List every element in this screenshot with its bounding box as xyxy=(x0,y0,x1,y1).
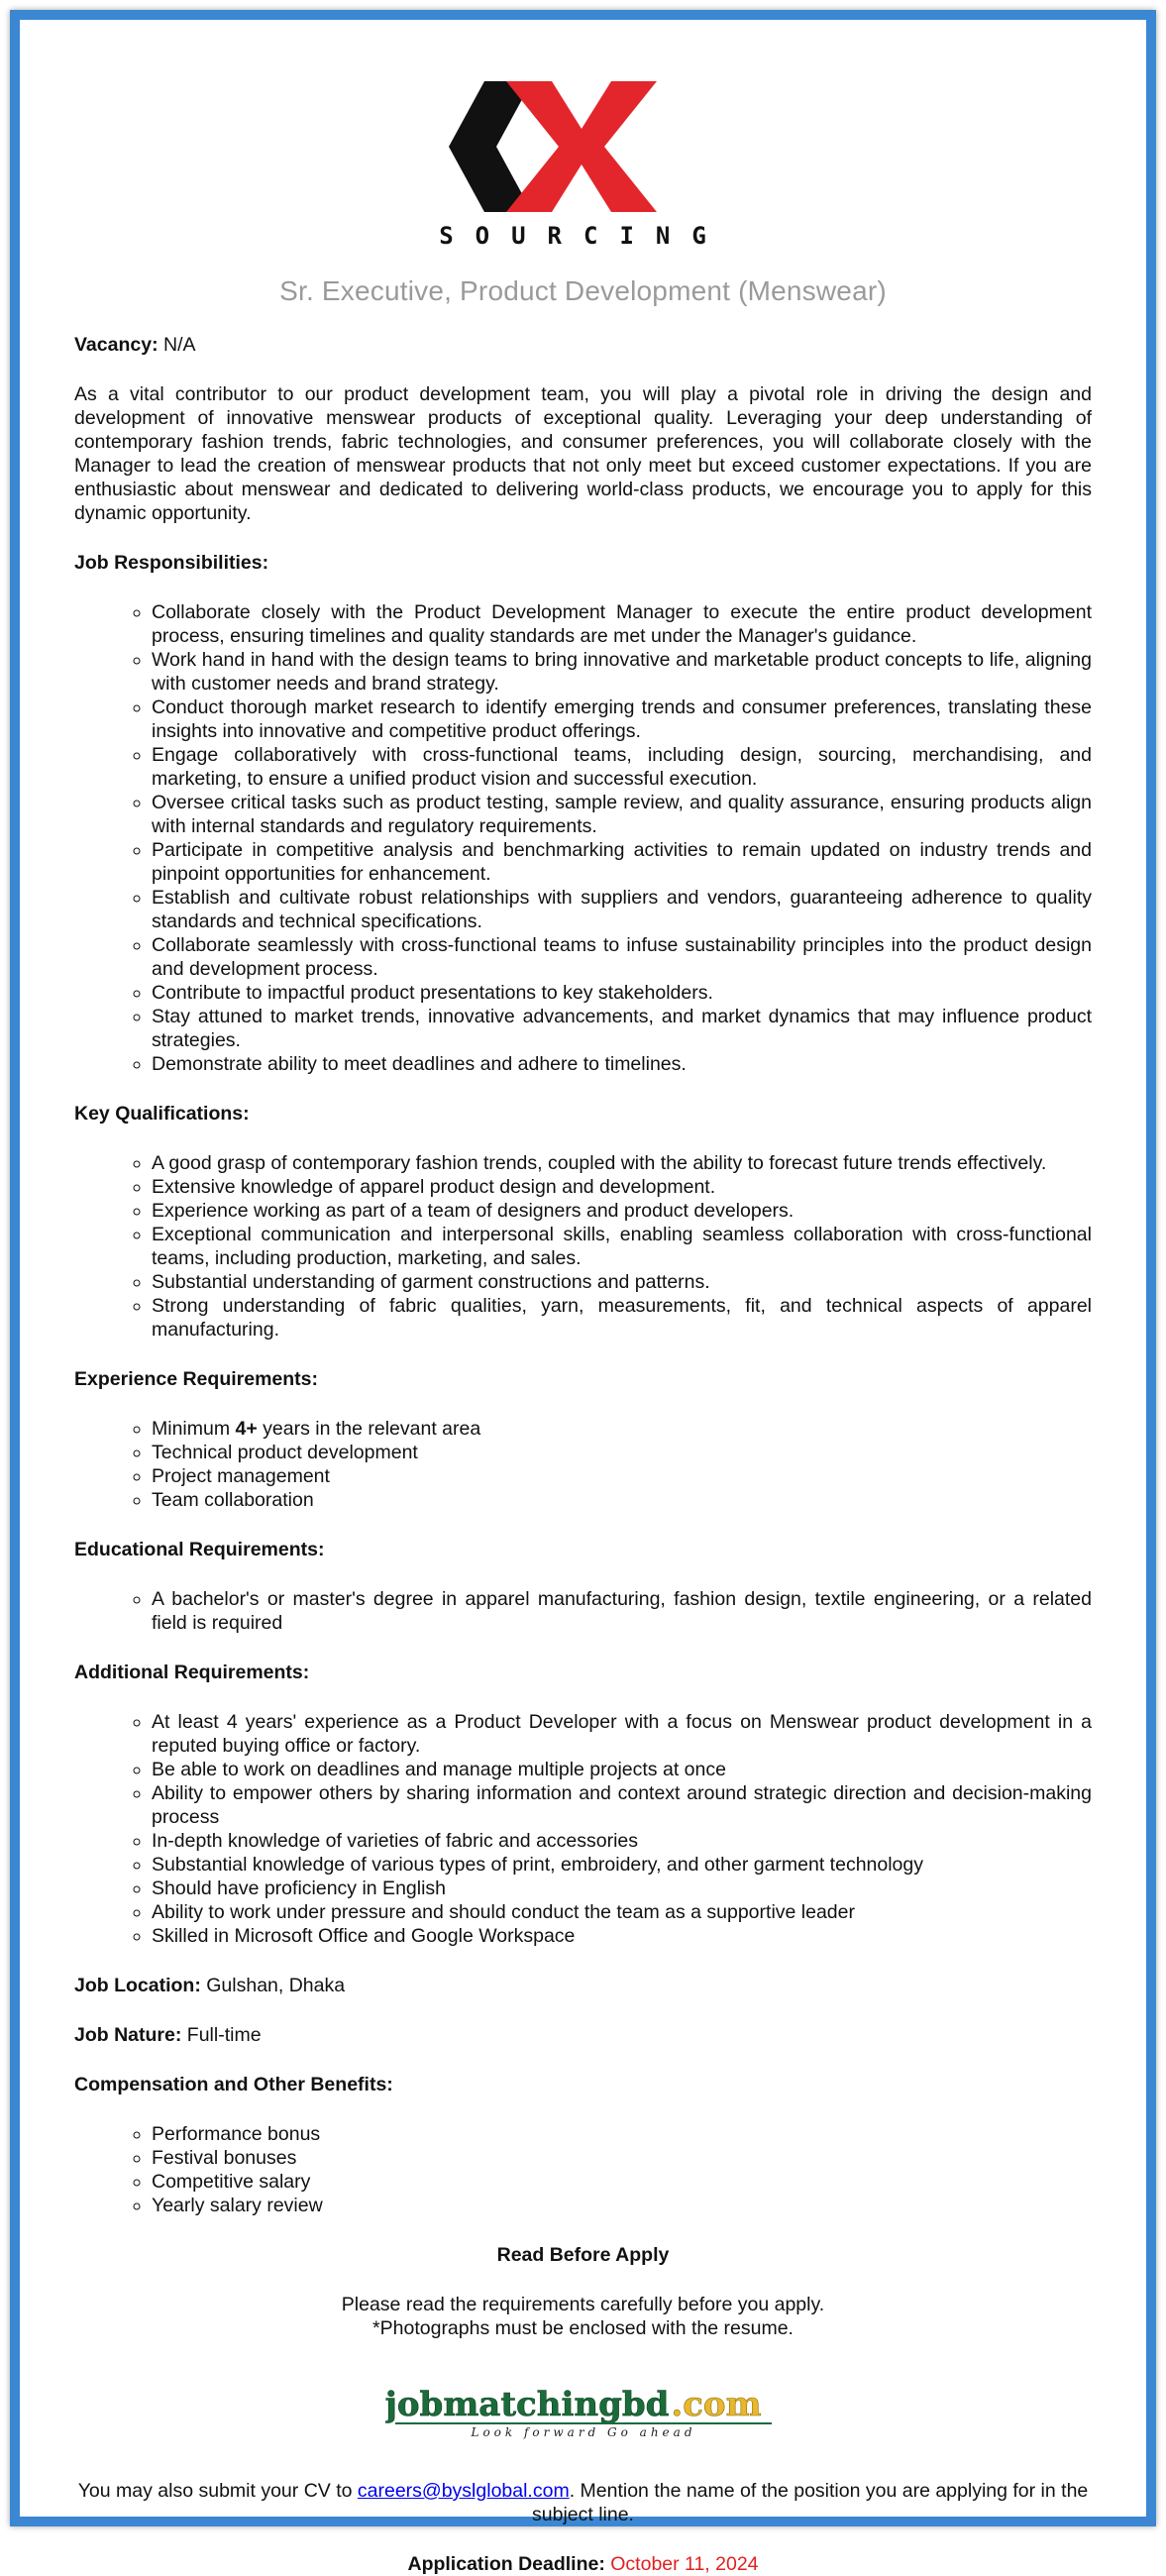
svg-text:.com: .com xyxy=(670,2385,762,2424)
list-item: ◦ Ability to work under pressure and should conduct the team as a supportive leader xyxy=(152,1900,1092,1924)
svg-text:jobmatchingbd: jobmatchingbd xyxy=(384,2385,669,2424)
list-item: ◦ Collaborate closely with the Product Development Manager to execute the entire product development process, ensuring timelines and quality standards are met under the Manager's guidance. xyxy=(152,600,1092,648)
list-item: ◦ In-depth knowledge of varieties of fabric and accessories xyxy=(152,1829,1092,1853)
list-item: ◦ Experience working as part of a team of designers and product developers. xyxy=(152,1199,1092,1223)
list-item: ◦ Engage collaboratively with cross-functional teams, including design, sourcing, merchandising, and marketing, to ensure a unified product vision and successful execution. xyxy=(152,743,1092,791)
list-item: ◦ Extensive knowledge of apparel product design and development. xyxy=(152,1175,1092,1199)
list-item: ◦ Be able to work on deadlines and manage multiple projects at once xyxy=(152,1758,1092,1781)
list-item: ◦ Substantial knowledge of various types of print, embroidery, and other garment technology xyxy=(152,1853,1092,1877)
list-item: ◦ Festival bonuses xyxy=(152,2146,1092,2170)
list-item: ◦ Work hand in hand with the design teams to bring innovative and marketable product concepts to life, aligning with customer needs and brand strategy. xyxy=(152,648,1092,696)
list-item: ◦ Minimum 4+ years in the relevant area xyxy=(152,1417,1092,1441)
list-item: ◦ Team collaboration xyxy=(152,1488,1092,1512)
list-item: ◦ Competitive salary xyxy=(152,2170,1092,2194)
education-heading: Educational Requirements: xyxy=(74,1539,325,1560)
list-item: ◦ Conduct thorough market research to identify emerging trends and consumer preferences, translating these insights into innovative and competitive product offerings. xyxy=(152,696,1092,743)
list-item: ◦ Exceptional communication and interpersonal skills, enabling seamless collaboration with cross-functional teams, including production, marketing, and sales. xyxy=(152,1223,1092,1270)
list-item: ◦ Oversee critical tasks such as product testing, sample review, and quality assurance, ensuring products align with internal standards and regulatory requirements. xyxy=(152,791,1092,838)
list-item: ◦ A good grasp of contemporary fashion trends, coupled with the ability to forecast future trends effectively. xyxy=(152,1151,1092,1175)
list-item: ◦ Participate in competitive analysis and benchmarking activities to remain updated on industry trends and pinpoint opportunities for enhancement. xyxy=(152,838,1092,886)
list-item: ◦ Yearly salary review xyxy=(152,2194,1092,2217)
list-item: ◦ Should have proficiency in English xyxy=(152,1877,1092,1900)
additional-list xyxy=(74,1710,1092,1948)
job-nature: Job Nature: Full-time xyxy=(74,2024,262,2046)
experience-heading: Experience Requirements: xyxy=(74,1368,319,1390)
list-item: ◦ Technical product development xyxy=(152,1441,1092,1464)
list-item: ◦ Stay attuned to market trends, innovative advancements, and market dynamics that may influence product strategies. xyxy=(152,1005,1092,1052)
list-item: ◦ Strong understanding of fabric qualities, yarn, measurements, fit, and technical aspects of apparel manufacturing. xyxy=(152,1294,1092,1342)
benefits-list xyxy=(74,2122,1092,2217)
cx-sourcing-logo xyxy=(425,69,742,248)
job-location: Job Location: Gulshan, Dhaka xyxy=(74,1975,346,1996)
experience-list xyxy=(74,1417,1092,1512)
read-before-line-2: *Photographs must be enclosed with the resume. xyxy=(372,2317,794,2339)
read-before-line-1: Please read the requirements carefully before you apply. xyxy=(341,2294,825,2315)
page-title: Sr. Executive, Product Development (Menswear) xyxy=(279,275,887,306)
list-item: ◦ Performance bonus xyxy=(152,2122,1092,2146)
list-item: ◦ Project management xyxy=(152,1464,1092,1488)
list-item: ◦ A bachelor's or master's degree in apparel manufacturing, fashion design, textile engineering, or a related field is required xyxy=(152,1587,1092,1635)
application-deadline: Application Deadline: October 11, 2024 xyxy=(407,2553,759,2575)
list-item: ◦ Skilled in Microsoft Office and Google Workspace xyxy=(152,1924,1092,1948)
submit-cv-text: You may also submit your CV to careers@byslglobal.com. Mention the name of the position you are applying for in the subject line. xyxy=(77,2480,1089,2525)
qualifications-list xyxy=(74,1151,1092,1342)
list-item: ◦ Establish and cultivate robust relationships with suppliers and vendors, guaranteeing adherence to quality standards and technical specifications. xyxy=(152,886,1092,933)
list-item: ◦ Substantial understanding of garment constructions and patterns. xyxy=(152,1270,1092,1294)
job-post xyxy=(74,20,1092,2576)
list-item: ◦ Demonstrate ability to meet deadlines and adhere to timelines. xyxy=(152,1052,1092,1076)
svg-text:SOURCING: SOURCING xyxy=(438,222,728,248)
list-item: ◦ Contribute to impactful product presentations to key stakeholders. xyxy=(152,981,1092,1005)
jobmatchingbd-logo xyxy=(385,2384,782,2439)
intro-paragraph: As a vital contributor to our product development team, you will play a pivotal role in driving the design and development of innovative menswear products of exceptional quality. Leveraging your deep understanding of contemporary fashion trends, fabric technologies, and consumer preferences, you will collaborate closely with the Manager to lead the creation of menswear products that not only meet but exceed customer expectations. If you are enthusiastic about menswear and dedicated to delivering world-class products, we encourage you to apply for this dynamic opportunity. xyxy=(74,383,1092,524)
careers-email-link[interactable]: careers@byslglobal.com xyxy=(357,2480,570,2502)
read-before-heading: Read Before Apply xyxy=(496,2244,670,2266)
vacancy: Vacancy: N/A xyxy=(74,334,196,356)
education-list xyxy=(74,1587,1092,1635)
list-item: ◦ At least 4 years' experience as a Product Developer with a focus on Menswear product development in a reputed buying office or factory. xyxy=(152,1710,1092,1758)
responsibilities-heading: Job Responsibilities: xyxy=(74,552,269,574)
svg-text:Look forward Go ahead: Look forward Go ahead xyxy=(470,2425,696,2439)
additional-heading: Additional Requirements: xyxy=(74,1662,310,1683)
benefits-heading: Compensation and Other Benefits: xyxy=(74,2074,393,2095)
page-frame xyxy=(10,10,1156,2575)
responsibilities-list xyxy=(74,600,1092,1076)
list-item: ◦ Ability to empower others by sharing information and context around strategic direction and decision-making process xyxy=(152,1781,1092,1829)
list-item: ◦ Collaborate seamlessly with cross-functional teams to infuse sustainability principles into the product design and development process. xyxy=(152,933,1092,981)
qualifications-heading: Key Qualifications: xyxy=(74,1103,250,1125)
